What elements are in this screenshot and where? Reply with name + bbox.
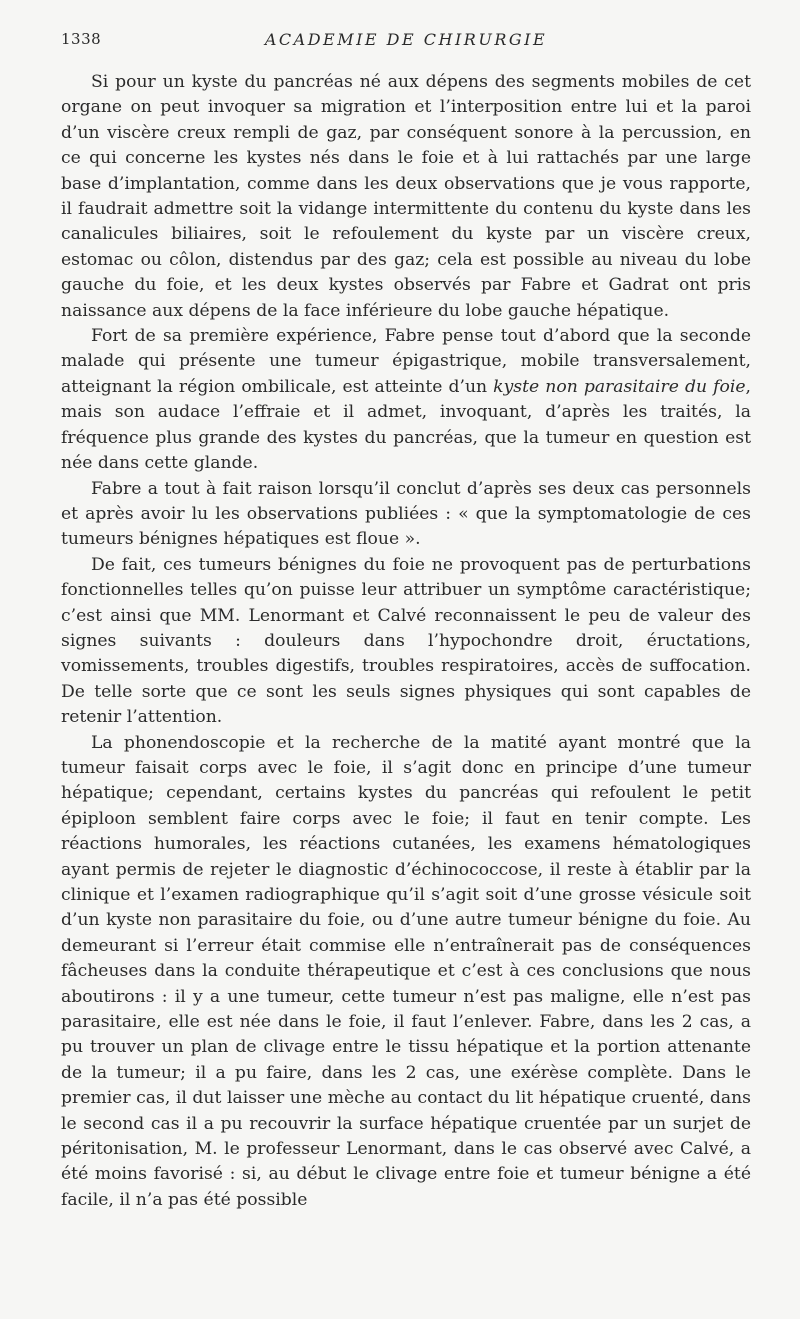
paragraph-2-text-start: Fort de sa première expérience, Fabre pense tout d’abord que la seconde malade qui présente une tumeur épigastrique, mobile transversalement, atteignant la région ombilicale, est atteinte d’un — [61, 326, 751, 397]
paragraph-4: De fait, ces tumeurs bénignes du foie ne provoquent pas de perturbations fonctionnelles telles qu’on puisse leur attribuer un symptôme caractéristique; c’est ainsi que MM. Lenormant et Calvé reconnaissent le peu de valeur des signes suivants : douleurs dans l’hypochondre droit, éructations, vomissements, troubles digestifs, troubles respiratoires, accès de suffocation. De telle sorte que ce sont les seuls signes physiques qui sont capables de retenir l’attention. — [61, 554, 751, 728]
running-title: ACADEMIE DE CHIRURGIE — [264, 30, 548, 49]
paragraph-1: Si pour un kyste du pancréas né aux dépens des segments mobiles de cet organe on peut invoquer sa migration et l’interposition entre lui et la paroi d’un viscère creux rempli de gaz, par conséquent sonore à la percussion, en ce qui concerne les kystes nés dans le foie et à lui rattachés par une large base d’implantation, comme dans les deux observations que je vous rapporte, il faudrait admettre soit la vidange intermittente du contenu du kyste dans les canalicules biliaires, soit le refoulement du kyste par un viscère creux, estomac ou côlon, distendus par des gaz; cela est possible au niveau du lobe gauche du foie, et les deux kystes observés par Fabre et Gadrat ont pris naissance aux dépens de la face inférieure du lobe gauche hépatique. — [61, 72, 751, 321]
body-text — [61, 70, 751, 1213]
paragraph-2 — [61, 324, 751, 476]
page-header — [61, 30, 751, 54]
paragraph-3: Fabre a tout à fait raison lorsqu’il conclut d’après ses deux cas personnels et après avoir lu les observations publiées : « que la symptomatologie de ces tumeurs bénignes hépatiques est floue ». — [61, 478, 751, 550]
page-number: 1338 — [61, 30, 102, 48]
paragraph-5: La phonendoscopie et la recherche de la matité ayant montré que la tumeur faisait corps avec le foie, il s’agit donc en principe d’une tumeur hépatique; cependant, certains kystes du pancréas qui refoulent le petit épiploon semblent faire corps avec le foie; il faut en tenir compte. Les réactions humorales, les réactions cutanées, les examens hématologiques ayant permis de rejeter le diagnostic d’échinococcose, il reste à établir par la clinique et l’examen radiographique qu’il s’agit soit d’une grosse vésicule soit d’un kyste non parasitaire du foie, ou d’une autre tumeur bénigne du foie. Au demeurant si l’erreur était commise elle n’entraînerait pas de conséquences fâcheuses dans la conduite thérapeutique et c’est à ces conclusions que nous aboutirons : il y a une tumeur, cette tumeur n’est pas maligne, elle n’est pas parasitaire, elle est née dans le foie, il faut l’enlever. Fabre, dans les 2 cas, a pu trouver un plan de clivage entre le tissu hépatique et la portion attenante de la tumeur; il a pu faire, dans les 2 cas, une exérèse complète. Dans le premier cas, il dut laisser une mèche au contact du lit hépatique cruenté, dans le second cas il a pu recouvrir la surface hépatique cruentée par un surjet de péritonisation, M. le professeur Lenormant, dans le cas observé avec Calvé, a été moins favorisé : si, au début le clivage entre foie et tumeur bénigne a été facile, il n’a pas été possible — [61, 732, 751, 1210]
paragraph-2-italic-term: kyste non parasitaire du foie — [493, 376, 746, 397]
paragraph-2-text-end: , mais son audace l’effraie et il admet, invoquant, d’après les traités, la fréquence plus grande des kystes du pancréas, que la tumeur en question est née dans cette glande. — [61, 376, 751, 474]
